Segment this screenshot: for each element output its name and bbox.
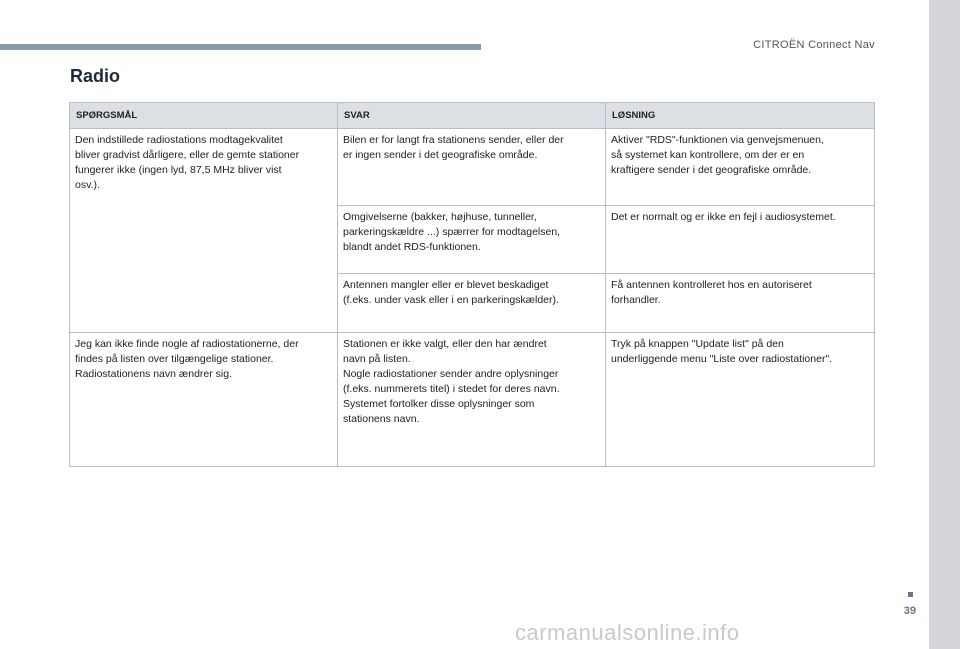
text-line: Nogle radiostationer sender andre oplysninger [343, 368, 559, 380]
question-cell [70, 333, 338, 467]
header-answer: SVAR [338, 103, 606, 129]
table-header-row [70, 103, 875, 129]
text-line: Den indstillede radiostations modtagekvalitet [75, 134, 283, 146]
text-line: underliggende menu "Liste over radiostationer". [611, 353, 833, 365]
page-marker [908, 592, 913, 597]
text-line: så systemet kan kontrollere, om der er en [611, 149, 805, 161]
text-line: blandt andet RDS-funktionen. [343, 241, 481, 253]
page-number: 39 [903, 605, 916, 617]
text-line: Tryk på knappen "Update list" på den [611, 338, 784, 350]
text-line: (f.eks. under vask eller i en parkeringskælder). [343, 294, 559, 306]
watermark: carmanualsonline.info [515, 620, 740, 645]
brand-label: CITROËN Connect Nav [753, 39, 875, 51]
text-line: Jeg kan ikke finde nogle af radiostationerne, der [75, 338, 299, 350]
text-line: Antennen mangler eller er blevet beskadiget [343, 279, 549, 291]
answer-cell [338, 206, 606, 274]
text-line: parkeringskældre ...) spærrer for modtagelsen, [343, 226, 561, 238]
text-line: Stationen er ikke valgt, eller den har ændret [343, 338, 547, 350]
solution-cell [606, 274, 875, 333]
text-line: Bilen er for langt fra stationens sender, eller der [343, 134, 564, 146]
text-line: findes på listen over tilgængelige stationer. [75, 353, 274, 365]
question-cell [70, 129, 338, 333]
answer-cell [338, 274, 606, 333]
table-row [70, 129, 875, 206]
text-line: Systemet fortolker disse oplysninger som [343, 398, 535, 410]
answer-cell [338, 333, 606, 467]
table-row [70, 333, 875, 467]
header-question: SPØRGSMÅL [70, 103, 338, 129]
text-line: kraftigere sender i det geografiske område. [611, 164, 812, 176]
solution-cell [606, 129, 875, 206]
text-line: Det er normalt og er ikke en fejl i audiosystemet. [611, 211, 836, 223]
page-title: Radio [70, 66, 121, 86]
text-line: bliver gradvist dårligere, eller de gemte stationer [75, 149, 300, 161]
solution-cell [606, 206, 875, 274]
text-line: fungerer ikke (ingen lyd, 87,5 MHz bliver vist [75, 164, 282, 176]
text-line: (f.eks. nummerets titel) i stedet for deres navn. [343, 383, 560, 395]
text-line: forhandler. [611, 294, 661, 306]
header-solution: LØSNING [606, 103, 875, 129]
text-line: stationens navn. [343, 413, 420, 425]
side-strip [929, 0, 960, 649]
answer-cell [338, 129, 606, 206]
text-line: Få antennen kontrolleret hos en autoriseret [611, 279, 812, 291]
text-line: osv.). [75, 179, 100, 191]
faq-table [69, 102, 875, 467]
text-line: navn på listen. [343, 353, 411, 365]
text-line: er ingen sender i det geografiske område. [343, 149, 538, 161]
text-line: Omgivelserne (bakker, højhuse, tunneller, [343, 211, 537, 223]
text-line: Aktiver "RDS"-funktionen via genvejsmenuen, [611, 134, 824, 146]
text-line: Radiostationens navn ændrer sig. [75, 368, 233, 380]
header-bar [0, 44, 481, 50]
solution-cell [606, 333, 875, 467]
